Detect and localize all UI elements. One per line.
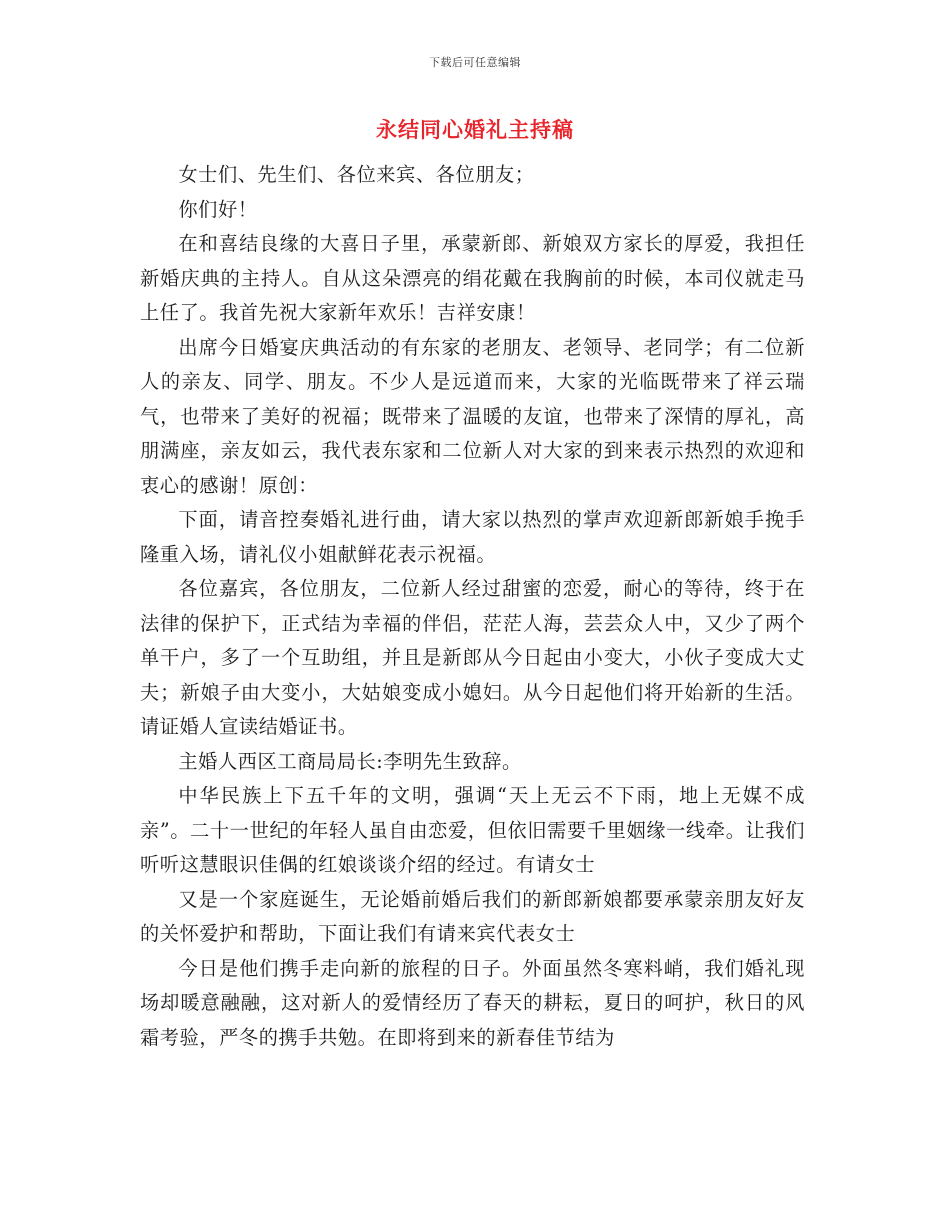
- paragraph: 女士们、先生们、各位来宾、各位朋友；: [178, 163, 535, 186]
- paragraph: 主婚人西区工商局局长:李明先生致辞。: [178, 749, 522, 773]
- paragraph: 你们好！: [178, 197, 258, 221]
- paragraph: 出席今日婚宴庆典活动的有东家的老朋友、老领导、老同学；有二位新人的亲友、同学、朋友。不少人是远道而来，大家的光临既带来了祥云瑞气，也带来了美好的祝福；既带来了温暖的友谊，也带来了深情的厚礼，高朋满座，亲友如云，我代表东家和二位新人对大家的到来表示热烈的欢迎和衷心的感谢！原创：: [140, 335, 805, 497]
- paragraph: 又是一个家庭诞生，无论婚前婚后我们的新郎新娘都要承蒙亲朋友好友的关怀爱护和帮助，下面让我们有请来宾代表女士: [140, 887, 805, 945]
- header-note: 下载后可任意编辑: [429, 56, 521, 69]
- paragraph: 在和喜结良缘的大喜日子里，承蒙新郎、新娘双方家长的厚爱，我担任新婚庆典的主持人。自从这朵漂亮的绢花戴在我胸前的时候，本司仪就走马上任了。我首先祝大家新年欢乐！吉祥安康！: [140, 232, 805, 324]
- document-title: 永结同心婚礼主持稿: [376, 117, 574, 142]
- paragraph: 今日是他们携手走向新的旅程的日子。外面虽然冬寒料峭，我们婚礼现场却暖意融融，这对新人的爱情经历了春天的耕耘，夏日的呵护，秋日的风霜考验，严冬的携手共勉。在即将到来的新春佳节结为: [140, 956, 805, 1049]
- paragraph: 各位嘉宾，各位朋友，二位新人经过甜蜜的恋爱，耐心的等待，终于在法律的保护下，正式结为幸福的伴侣，茫茫人海，芸芸众人中，又少了两个单干户，多了一个互助组，并且是新郎从今日起由小变大，小伙子变成大丈夫；新娘子由大变小，大姑娘变成小媳妇。从今日起他们将开始新的生活。请证婚人宣读结婚证书。: [140, 577, 805, 738]
- document-body: [140, 158, 805, 1055]
- paragraph: 中华民族上下五千年的文明，强调“天上无云不下雨，地上无媒不成亲”。二十一世纪的年轻人虽自由恋爱，但依旧需要千里姻缘一线牵。让我们听听这慧眼识佳偶的红娘谈谈介绍的经过。有请女士: [140, 784, 805, 876]
- paragraph: 下面，请音控奏婚礼进行曲，请大家以热烈的掌声欢迎新郎新娘手挽手隆重入场，请礼仪小姐献鲜花表示祝福。: [140, 508, 805, 566]
